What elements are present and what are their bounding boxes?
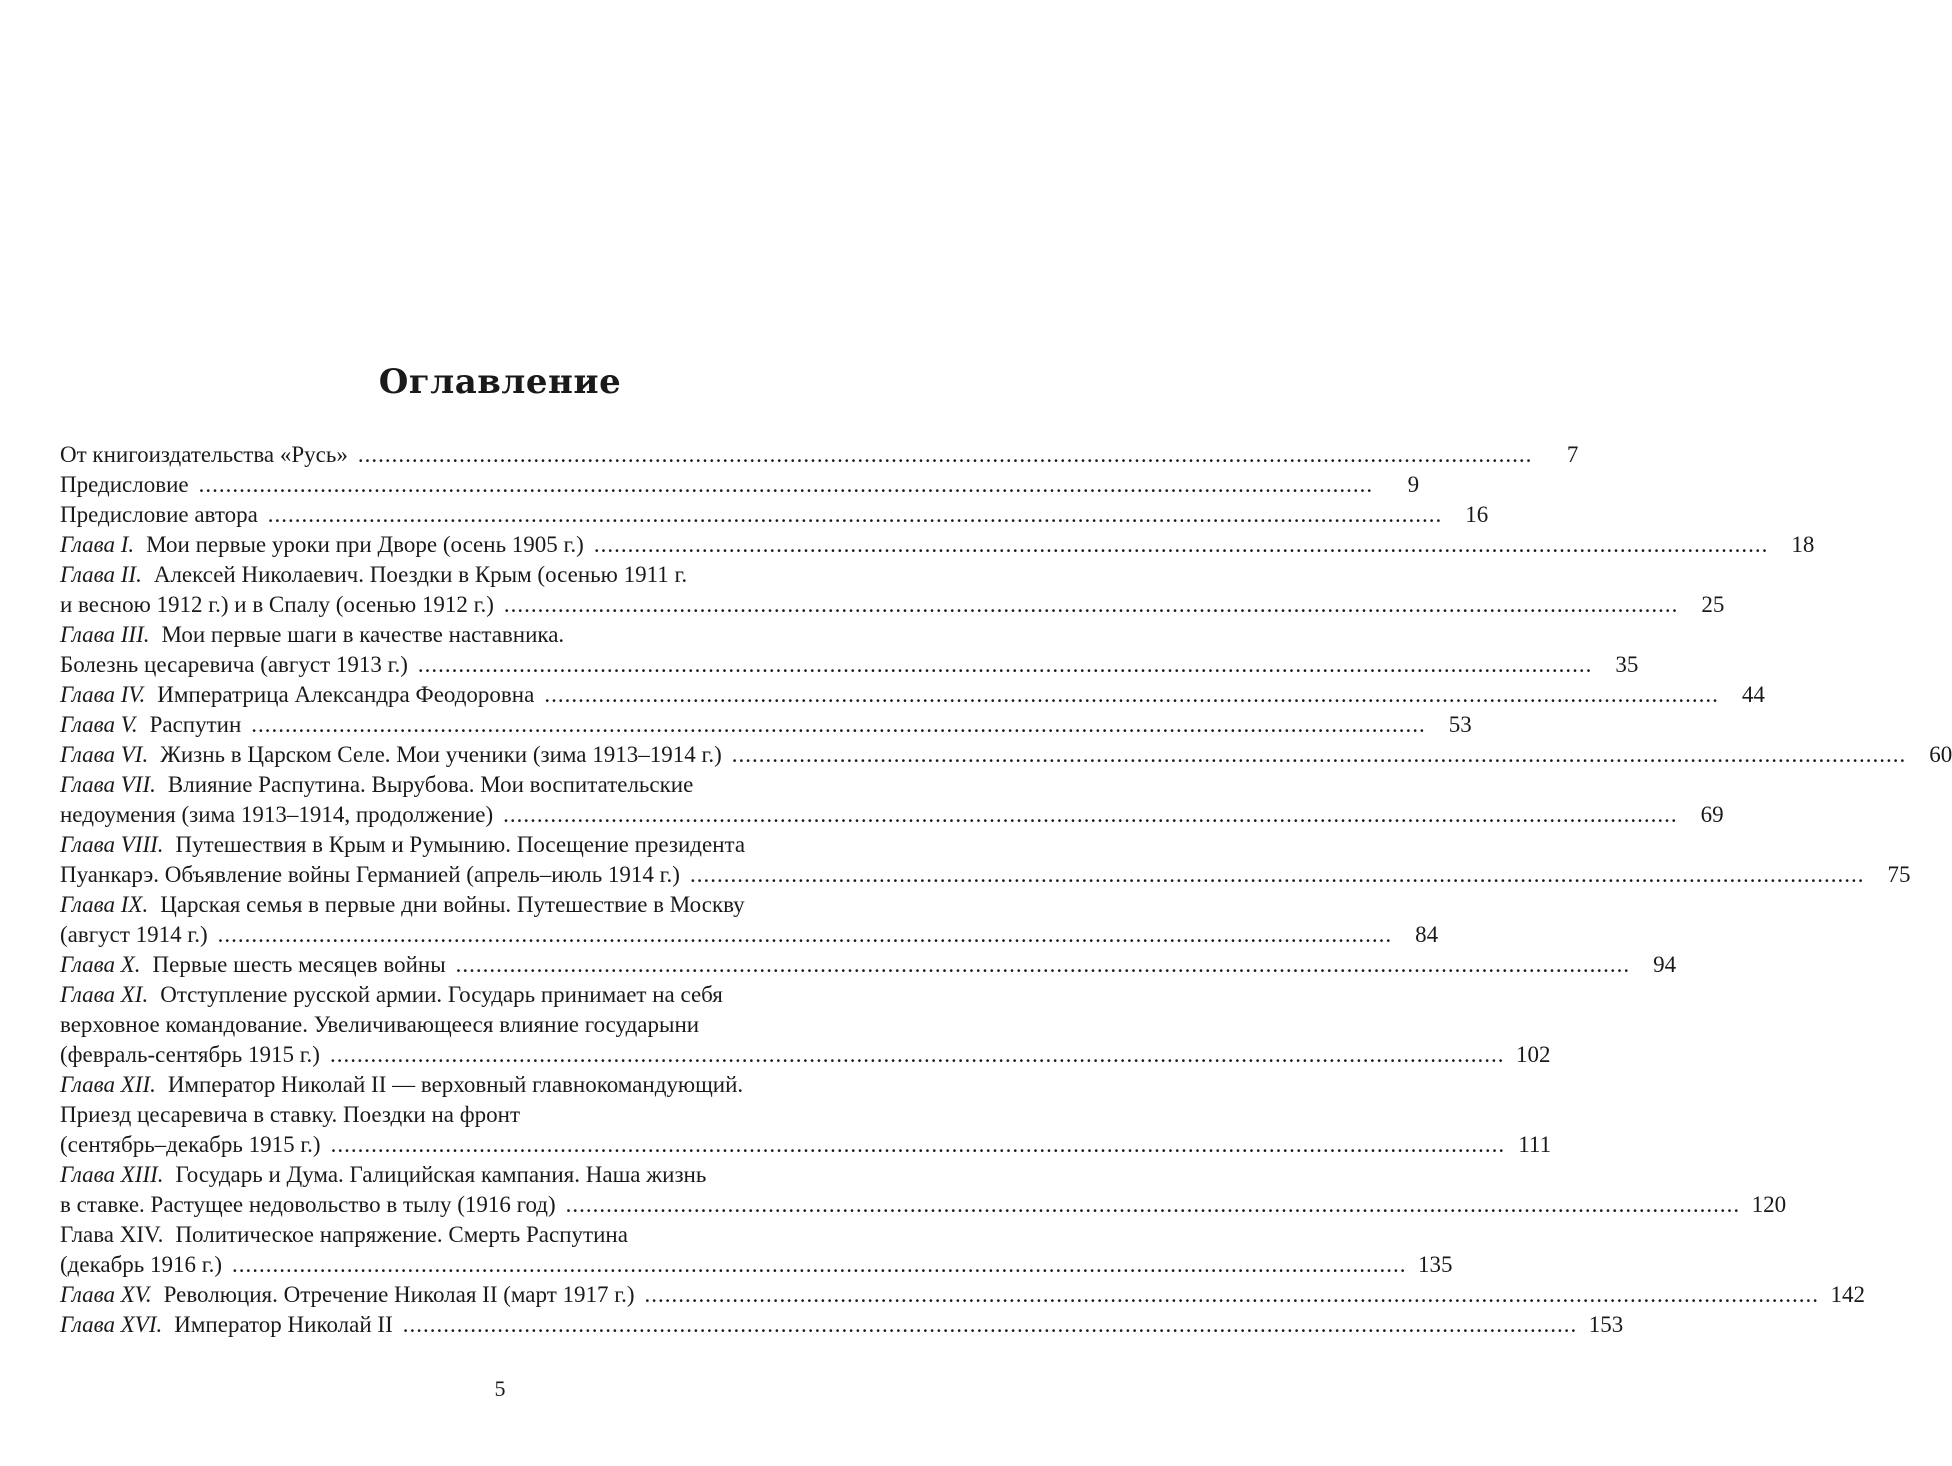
- toc-entry-text: [60, 1130, 321, 1160]
- entry-title: Болезнь цесаревича (август 1913 г.): [60, 652, 408, 677]
- dot-leader: ..............................................................................................................................................................................: [455, 952, 1631, 977]
- page-ref: 84: [1415, 922, 1439, 947]
- entry-title: (сентябрь–декабрь 1915 г.): [60, 1132, 321, 1157]
- toc-entry-text: [60, 680, 534, 710]
- dot-leader: ..............................................................................................................................................................................: [251, 712, 1426, 737]
- entry-title: От книгоиздательства «Русь»: [60, 442, 348, 467]
- toc-entry-text: [60, 1250, 222, 1280]
- entry-title: Распутин: [149, 712, 242, 737]
- toc-entry-text: [60, 770, 693, 800]
- entry-title: Мои первые шаги в качестве наставника.: [161, 622, 565, 647]
- entry-title: Влияние Распутина. Вырубова. Мои воспитательские: [167, 772, 694, 797]
- toc-line: [60, 980, 880, 1010]
- page-number: 5: [494, 1376, 506, 1401]
- page-ref: 135: [1418, 1252, 1453, 1277]
- page-ref: 75: [1887, 862, 1911, 887]
- entry-title: Революция. Отречение Николая II (март 1917 г.): [163, 1282, 635, 1307]
- dot-leader: ..............................................................................................................................................................................: [232, 1252, 1407, 1277]
- chapter-label: Глава XV.: [60, 1282, 152, 1307]
- entry-title: Мои первые уроки при Дворе (осень 1905 г.): [146, 532, 584, 557]
- dot-leader: ..............................................................................................................................................................................: [689, 862, 1865, 887]
- toc-line: [60, 1190, 1787, 1220]
- toc-line: [60, 560, 880, 590]
- chapter-label: Глава V.: [60, 712, 138, 737]
- entry-title: Алексей Николаевич. Поездки в Крым (осенью 1911 г.: [153, 562, 688, 587]
- page-ref: 25: [1701, 592, 1725, 617]
- entry-title: Жизнь в Царском Селе. Мои ученики (зима 1913–1914 г.): [160, 742, 722, 767]
- toc-line: [60, 1310, 1624, 1340]
- toc-line: [60, 650, 1639, 680]
- toc-line: [60, 1220, 880, 1250]
- dot-leader: ..............................................................................................................................................................................: [417, 652, 1593, 677]
- chapter-label: Глава VII.: [60, 772, 156, 797]
- dot-leader: ..............................................................................................................................................................................: [217, 922, 1393, 947]
- dot-leader: ..............................................................................................................................................................................: [198, 472, 1374, 497]
- toc-line: [60, 470, 1420, 500]
- toc-line: [60, 1070, 880, 1100]
- entry-title: Государь и Дума. Галицийская кампания. Наша жизнь: [175, 1162, 707, 1187]
- toc-line: [60, 830, 880, 860]
- chapter-label: Глава XVI.: [60, 1312, 163, 1337]
- chapter-label: Глава II.: [60, 562, 142, 587]
- entry-title: в ставке. Растущее недовольство в тылу (1916 год): [60, 1192, 556, 1217]
- toc-line: [60, 680, 1765, 710]
- entry-title: и весною 1912 г.) и в Спалу (осенью 1912 г.): [60, 592, 494, 617]
- page-ref: 16: [1465, 502, 1489, 527]
- entry-title: (август 1914 г.): [60, 922, 208, 947]
- toc-entry-text: [60, 710, 241, 740]
- toc-line: [60, 1160, 880, 1190]
- entry-title: Приезд цесаревича в ставку. Поездки на фронт: [60, 1102, 520, 1127]
- toc-line: [60, 500, 1489, 530]
- chapter-label: Глава XIII.: [60, 1162, 164, 1187]
- toc-line: [60, 1250, 1453, 1280]
- toc-line: [60, 860, 1911, 890]
- dot-leader: ..............................................................................................................................................................................: [731, 742, 1907, 767]
- entry-title: недоумения (зима 1913–1914, продолжение): [60, 802, 494, 827]
- toc-entry-text: [60, 1040, 320, 1070]
- page-ref: 120: [1751, 1192, 1787, 1217]
- toc-entry-text: [60, 1220, 628, 1250]
- toc-line: [60, 1010, 880, 1040]
- toc-entry-text: [60, 1190, 556, 1220]
- entry-title: Путешествия в Крым и Румынию. Посещение президента: [175, 832, 746, 857]
- dot-leader: ..............................................................................................................................................................................: [357, 442, 1533, 467]
- chapter-label: Глава III.: [60, 622, 150, 647]
- toc-entry-text: [60, 830, 745, 860]
- table-of-contents: [60, 440, 1952, 1340]
- dot-leader: ..............................................................................................................................................................................: [565, 1192, 1741, 1217]
- dot-leader: ..............................................................................................................................................................................: [330, 1132, 1506, 1157]
- toc-line: [60, 1040, 1551, 1070]
- toc-entry-text: [60, 1310, 393, 1340]
- toc-line: [60, 1130, 1552, 1160]
- toc-entry-text: [60, 980, 723, 1010]
- page-ref: 94: [1653, 952, 1677, 977]
- toc-line: [60, 770, 880, 800]
- entry-title: Предисловие автора: [60, 502, 258, 527]
- toc-entry-text: [60, 1100, 520, 1130]
- chapter-label: Глава IV.: [60, 682, 146, 707]
- toc-entry-text: [60, 1160, 706, 1190]
- toc-line: [60, 1280, 1865, 1310]
- page-ref: 35: [1615, 652, 1639, 677]
- page-ref: 18: [1791, 532, 1815, 557]
- entry-title: (декабрь 1916 г.): [60, 1252, 223, 1277]
- toc-entry-text: [60, 800, 493, 830]
- page-ref: 9: [1407, 472, 1420, 497]
- page-ref: 153: [1588, 1312, 1624, 1337]
- dot-leader: ..............................................................................................................................................................................: [267, 502, 1443, 527]
- toc-entry-text: [60, 440, 348, 470]
- entry-title: Отступление русской армии. Государь принимает на себя: [160, 982, 723, 1007]
- toc-line: [60, 710, 1472, 740]
- toc-line: [60, 590, 1725, 620]
- entry-title: Пуанкарэ. Объявление войны Германией (апрель–июль 1914 г.): [60, 862, 680, 887]
- toc-line: [60, 890, 880, 920]
- toc-line: [60, 740, 1952, 770]
- page-ref: 111: [1518, 1132, 1552, 1157]
- toc-entry-text: [60, 590, 494, 620]
- chapter-label: Глава VI.: [60, 742, 149, 767]
- page-ref: 53: [1448, 712, 1472, 737]
- toc-line: [60, 620, 880, 650]
- toc-line: [60, 920, 1439, 950]
- toc-entry-text: [60, 920, 208, 950]
- toc-entry-text: [60, 1070, 743, 1100]
- chapter-label: Глава XII.: [60, 1072, 156, 1097]
- page-ref: 69: [1700, 802, 1724, 827]
- chapter-label: Глава VIII.: [60, 832, 164, 857]
- entry-title: Первые шесть месяцев войны: [152, 952, 446, 977]
- toc-entry-text: [60, 470, 189, 500]
- toc-entry-text: [60, 620, 564, 650]
- entry-title: Царская семья в первые дни войны. Путешествие в Москву: [160, 892, 745, 917]
- dot-leader: ..............................................................................................................................................................................: [593, 532, 1769, 557]
- dot-leader: ..............................................................................................................................................................................: [503, 802, 1678, 827]
- toc-entry-text: [60, 530, 584, 560]
- chapter-label: Глава IX.: [60, 892, 149, 917]
- page-ref: 142: [1830, 1282, 1865, 1307]
- page-ref: 60: [1929, 742, 1952, 767]
- page-title: Оглавление: [378, 362, 622, 402]
- toc-entry-text: [60, 1280, 635, 1310]
- entry-title: верховное командование. Увеличивающееся влияние государыни: [60, 1012, 700, 1037]
- chapter-label: Глава XI.: [60, 982, 149, 1007]
- page-ref: 44: [1741, 682, 1765, 707]
- page-ref: 102: [1515, 1042, 1551, 1067]
- toc-line: [60, 440, 1579, 470]
- toc-line: [60, 1100, 880, 1130]
- toc-line: [60, 530, 1815, 560]
- toc-entry-text: [60, 560, 687, 590]
- entry-title: Император Николай II: [174, 1312, 393, 1337]
- toc-entry-text: [60, 650, 408, 680]
- dot-leader: ..............................................................................................................................................................................: [402, 1312, 1578, 1337]
- chapter-label: Глава I.: [60, 532, 135, 557]
- chapter-label: Глава XIV.: [60, 1222, 164, 1247]
- toc-entry-text: [60, 950, 446, 980]
- toc-entry-text: [60, 740, 722, 770]
- toc-entry-text: [60, 1010, 699, 1040]
- toc-entry-text: [60, 500, 258, 530]
- dot-leader: ..............................................................................................................................................................................: [503, 592, 1679, 617]
- toc-line: [60, 800, 1724, 830]
- toc-line: [60, 950, 1677, 980]
- page-ref: 7: [1566, 442, 1579, 467]
- chapter-label: Глава X.: [60, 952, 141, 977]
- entry-title: (февраль-сентябрь 1915 г.): [60, 1042, 320, 1067]
- entry-title: Политическое напряжение. Смерть Распутина: [175, 1222, 628, 1247]
- toc-entry-text: [60, 860, 680, 890]
- toc-entry-text: [60, 890, 745, 920]
- entry-title: Императрица Александра Феодоровна: [157, 682, 535, 707]
- dot-leader: ..............................................................................................................................................................................: [329, 1042, 1505, 1067]
- dot-leader: ..............................................................................................................................................................................: [544, 682, 1719, 707]
- dot-leader: ..............................................................................................................................................................................: [644, 1282, 1819, 1307]
- entry-title: Император Николай II — верховный главнокомандующий.: [167, 1072, 744, 1097]
- entry-title: Предисловие: [60, 472, 189, 497]
